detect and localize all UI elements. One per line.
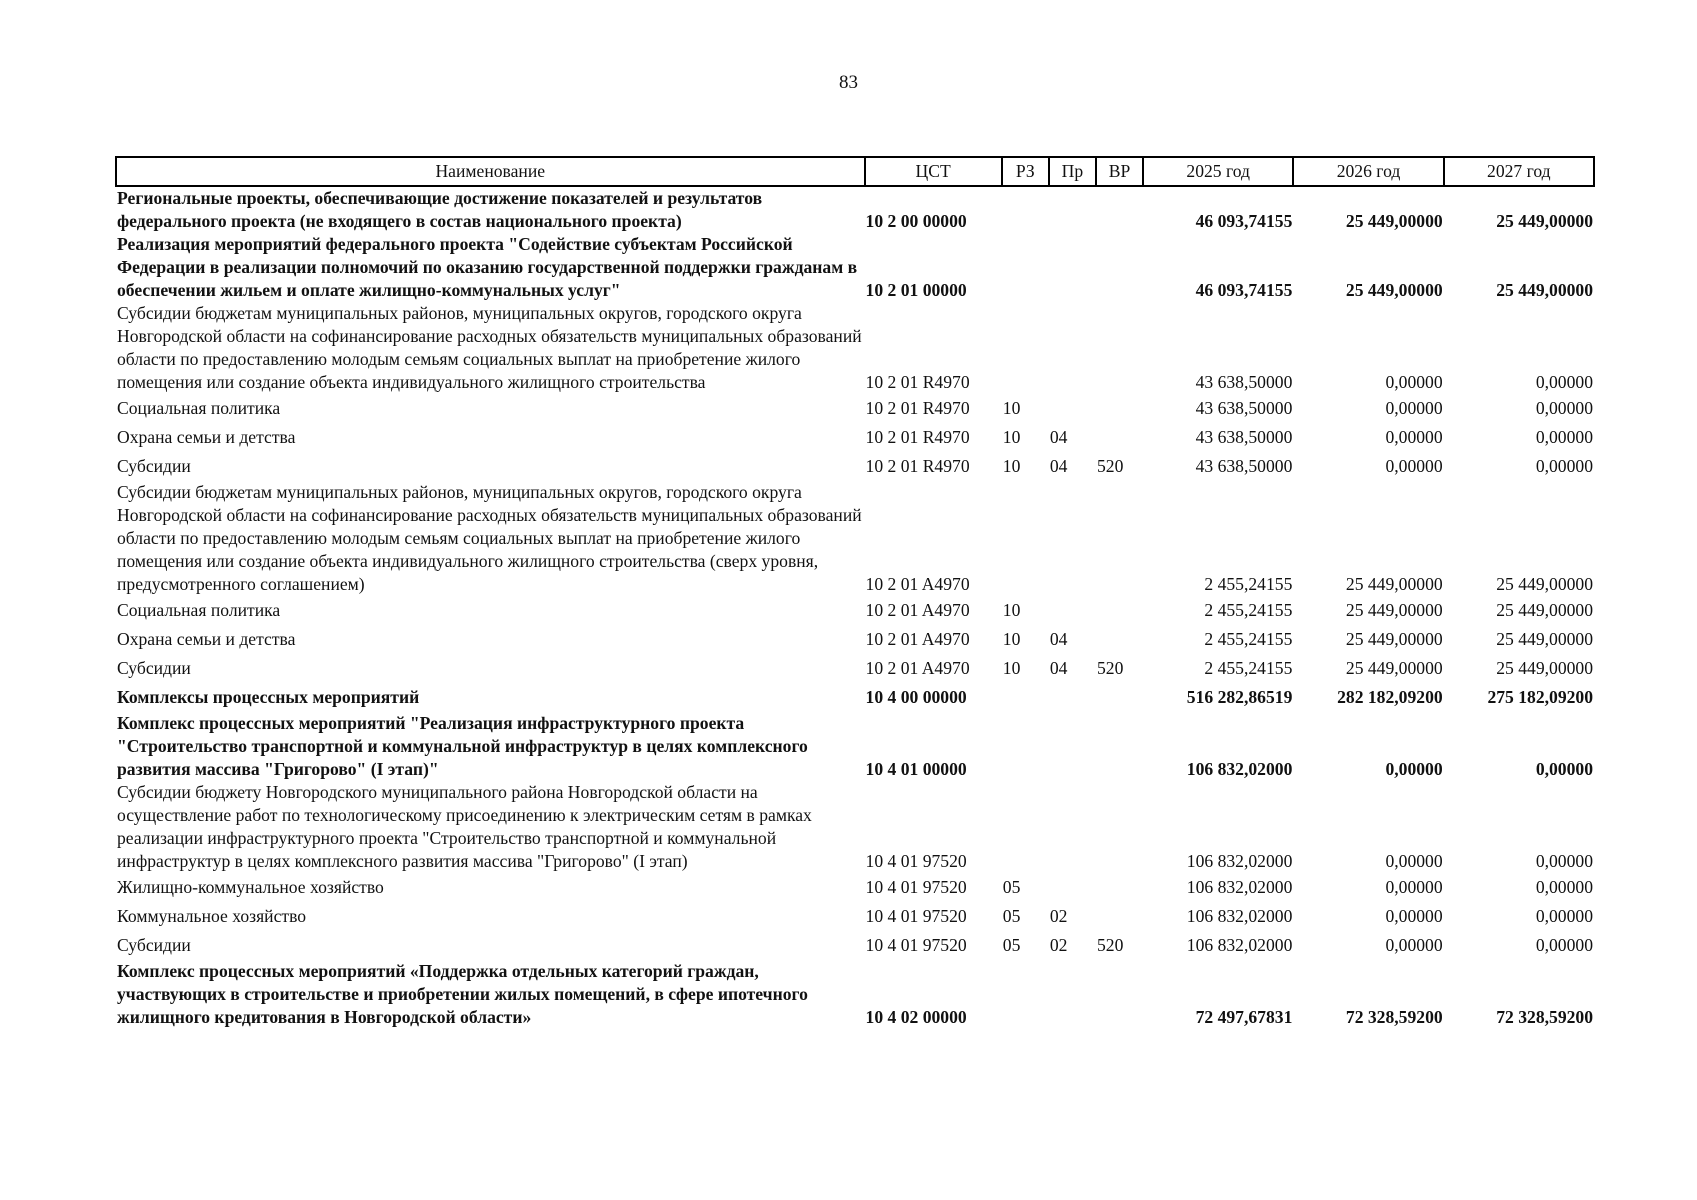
cell-name: Субсидии бюджету Новгородского муниципального района Новгородской области на осуществление работ по технологическому присоединению к электрическим сетям в рамках реализации инфраструктурного проекта "Строительство транспортной и коммунальной инфраструктур в целях комплексного развития массива "Григорово" (I этап) <box>117 782 812 871</box>
cell-y2025: 2 455,24155 <box>1204 629 1293 649</box>
cell-rz: 10 <box>1002 600 1021 620</box>
cell-cst: 10 2 00 00000 <box>865 211 967 231</box>
table-body <box>116 186 1594 1029</box>
cell-y2027: 0,00000 <box>1535 456 1593 476</box>
cell-y2025: 43 638,50000 <box>1195 372 1293 392</box>
cell-y2027: 0,00000 <box>1535 851 1593 871</box>
cell-name: Региональные проекты, обеспечивающие достижение показателей и результатов федерального проекта (не входящего в состав национального проекта) <box>117 188 763 231</box>
cell-cst: 10 2 01 A4970 <box>865 600 970 620</box>
cell-vr <box>1096 625 1143 654</box>
cell-pr: 04 <box>1049 427 1068 447</box>
cell-y2025: 2 455,24155 <box>1204 574 1293 594</box>
header-rz: РЗ <box>1002 157 1049 186</box>
cell-rz <box>1002 233 1049 302</box>
cell-pr <box>1049 302 1096 394</box>
table-row <box>116 960 1594 1029</box>
table-row <box>116 683 1594 712</box>
cell-rz: 05 <box>1002 906 1021 926</box>
cell-pr: 04 <box>1049 658 1068 678</box>
cell-pr <box>1049 233 1096 302</box>
cell-cst: 10 2 01 00000 <box>865 280 967 300</box>
cell-y2025: 106 832,02000 <box>1186 877 1293 897</box>
cell-y2026: 25 449,00000 <box>1345 629 1443 649</box>
cell-y2027: 275 182,09200 <box>1487 687 1593 707</box>
cell-pr <box>1049 186 1096 233</box>
cell-y2027: 0,00000 <box>1535 935 1593 955</box>
table-header-row <box>116 157 1594 186</box>
table-row <box>116 302 1594 394</box>
cell-rz: 05 <box>1002 877 1021 897</box>
cell-y2026: 0,00000 <box>1385 877 1443 897</box>
cell-y2025: 2 455,24155 <box>1204 658 1293 678</box>
cell-y2026: 0,00000 <box>1385 456 1443 476</box>
cell-rz <box>1002 712 1049 781</box>
table-row <box>116 596 1594 625</box>
cell-rz: 10 <box>1002 427 1021 447</box>
cell-rz <box>1002 481 1049 596</box>
cell-y2025: 106 832,02000 <box>1186 906 1293 926</box>
cell-cst: 10 4 02 00000 <box>865 1007 967 1027</box>
cell-y2027: 25 449,00000 <box>1496 574 1593 594</box>
cell-name: Социальная политика <box>117 398 281 418</box>
table-row <box>116 712 1594 781</box>
cell-cst: 10 2 01 A4970 <box>865 574 970 594</box>
cell-rz <box>1002 960 1049 1029</box>
cell-y2025: 43 638,50000 <box>1195 398 1293 418</box>
cell-name: Комплексы процессных мероприятий <box>117 687 420 707</box>
cell-vr <box>1096 481 1143 596</box>
cell-y2026: 25 449,00000 <box>1345 211 1443 231</box>
cell-cst: 10 2 01 A4970 <box>865 658 970 678</box>
cell-cst: 10 4 01 97520 <box>865 906 967 926</box>
cell-vr <box>1096 902 1143 931</box>
budget-table <box>115 156 1595 1029</box>
cell-rz: 05 <box>1002 935 1021 955</box>
cell-y2027: 0,00000 <box>1535 877 1593 897</box>
table-row <box>116 394 1594 423</box>
cell-rz: 10 <box>1002 658 1021 678</box>
cell-name: Жилищно-коммунальное хозяйство <box>117 877 384 897</box>
cell-pr: 02 <box>1049 935 1068 955</box>
cell-y2026: 282 182,09200 <box>1337 687 1443 707</box>
cell-y2026: 25 449,00000 <box>1345 600 1443 620</box>
table-row <box>116 781 1594 873</box>
cell-vr <box>1096 233 1143 302</box>
cell-y2027: 25 449,00000 <box>1496 600 1593 620</box>
cell-cst: 10 2 01 R4970 <box>865 372 970 392</box>
cell-vr: 520 <box>1096 456 1124 476</box>
cell-y2026: 72 328,59200 <box>1345 1007 1443 1027</box>
cell-y2025: 106 832,02000 <box>1186 935 1293 955</box>
cell-name: Реализация мероприятий федерального проекта "Содействие субъектам Российской Федерации в реализации полномочий по оказанию государственной поддержки гражданам в обеспечении жильем и оплате жилищно-коммунальных услуг" <box>117 234 858 300</box>
cell-cst: 10 2 01 R4970 <box>865 427 970 447</box>
cell-y2026: 25 449,00000 <box>1345 574 1443 594</box>
cell-y2026: 0,00000 <box>1385 851 1443 871</box>
cell-vr <box>1096 186 1143 233</box>
table-row <box>116 931 1594 960</box>
page-number: 83 <box>839 72 858 93</box>
cell-pr <box>1049 873 1096 902</box>
cell-rz: 10 <box>1002 398 1021 418</box>
table-row <box>116 481 1594 596</box>
cell-name: Субсидии <box>117 658 191 678</box>
header-2025: 2025 год <box>1143 157 1293 186</box>
table-row <box>116 233 1594 302</box>
cell-vr <box>1096 712 1143 781</box>
header-pr: Пр <box>1049 157 1096 186</box>
cell-y2026: 0,00000 <box>1385 906 1443 926</box>
cell-y2027: 0,00000 <box>1535 398 1593 418</box>
cell-y2026: 0,00000 <box>1385 935 1443 955</box>
cell-y2027: 25 449,00000 <box>1496 280 1593 300</box>
cell-name: Субсидии бюджетам муниципальных районов, муниципальных округов, городского округа Новгородской области на софинансирование расходных обязательств муниципальных образований области по предоставлению молодым семьям социальных выплат на приобретение жилого помещения или создание объекта индивидуального жилищного строительства <box>117 303 862 392</box>
cell-y2027: 0,00000 <box>1535 427 1593 447</box>
cell-rz: 10 <box>1002 629 1021 649</box>
cell-name: Социальная политика <box>117 600 281 620</box>
cell-cst: 10 4 00 00000 <box>865 687 967 707</box>
cell-pr: 04 <box>1049 629 1068 649</box>
cell-y2026: 25 449,00000 <box>1345 280 1443 300</box>
cell-y2026: 0,00000 <box>1385 427 1443 447</box>
cell-name: Коммунальное хозяйство <box>117 906 307 926</box>
cell-vr <box>1096 960 1143 1029</box>
cell-y2025: 46 093,74155 <box>1195 211 1293 231</box>
cell-rz: 10 <box>1002 456 1021 476</box>
cell-pr <box>1049 712 1096 781</box>
table-row <box>116 452 1594 481</box>
cell-name: Охрана семьи и детства <box>117 629 296 649</box>
cell-cst: 10 2 01 A4970 <box>865 629 970 649</box>
cell-y2027: 25 449,00000 <box>1496 658 1593 678</box>
cell-y2027: 0,00000 <box>1535 759 1593 779</box>
cell-rz <box>1002 186 1049 233</box>
cell-vr <box>1096 683 1143 712</box>
cell-pr <box>1049 596 1096 625</box>
cell-pr <box>1049 683 1096 712</box>
table-row <box>116 873 1594 902</box>
cell-name: Охрана семьи и детства <box>117 427 296 447</box>
cell-vr <box>1096 873 1143 902</box>
cell-vr <box>1096 596 1143 625</box>
header-cst: ЦСТ <box>865 157 1002 186</box>
cell-y2025: 516 282,86519 <box>1186 687 1293 707</box>
cell-y2027: 0,00000 <box>1535 372 1593 392</box>
cell-pr: 04 <box>1049 456 1068 476</box>
cell-y2027: 0,00000 <box>1535 906 1593 926</box>
cell-vr: 520 <box>1096 658 1124 678</box>
cell-cst: 10 2 01 R4970 <box>865 456 970 476</box>
table-row <box>116 654 1594 683</box>
cell-cst: 10 4 01 97520 <box>865 877 967 897</box>
cell-name: Субсидии <box>117 935 191 955</box>
cell-vr <box>1096 394 1143 423</box>
header-vr: ВР <box>1096 157 1143 186</box>
cell-name: Субсидии <box>117 456 191 476</box>
cell-y2025: 72 497,67831 <box>1195 1007 1293 1027</box>
cell-vr <box>1096 302 1143 394</box>
cell-vr <box>1096 423 1143 452</box>
cell-cst: 10 4 01 00000 <box>865 759 967 779</box>
cell-rz <box>1002 302 1049 394</box>
cell-y2025: 2 455,24155 <box>1204 600 1293 620</box>
cell-rz <box>1002 781 1049 873</box>
cell-y2025: 43 638,50000 <box>1195 456 1293 476</box>
cell-name: Комплекс процессных мероприятий «Поддержка отдельных категорий граждан, участвующих в строительстве и приобретении жилых помещений, в сфере ипотечного жилищного кредитования в Новгородской области» <box>117 961 808 1027</box>
cell-cst: 10 4 01 97520 <box>865 851 967 871</box>
cell-y2025: 46 093,74155 <box>1195 280 1293 300</box>
table-row <box>116 625 1594 654</box>
cell-cst: 10 4 01 97520 <box>865 935 967 955</box>
cell-pr <box>1049 960 1096 1029</box>
cell-cst: 10 2 01 R4970 <box>865 398 970 418</box>
cell-rz <box>1002 683 1049 712</box>
cell-y2027: 25 449,00000 <box>1496 211 1593 231</box>
cell-pr <box>1049 781 1096 873</box>
cell-y2026: 0,00000 <box>1385 759 1443 779</box>
header-name: Наименование <box>116 157 865 186</box>
table-row <box>116 423 1594 452</box>
cell-vr: 520 <box>1096 935 1124 955</box>
cell-y2027: 72 328,59200 <box>1496 1007 1593 1027</box>
cell-vr <box>1096 781 1143 873</box>
cell-y2026: 25 449,00000 <box>1345 658 1443 678</box>
header-2027: 2027 год <box>1444 157 1594 186</box>
cell-pr: 02 <box>1049 906 1068 926</box>
cell-pr <box>1049 481 1096 596</box>
table-row <box>116 902 1594 931</box>
cell-y2025: 106 832,02000 <box>1186 759 1293 779</box>
cell-y2025: 106 832,02000 <box>1186 851 1293 871</box>
cell-pr <box>1049 394 1096 423</box>
cell-y2025: 43 638,50000 <box>1195 427 1293 447</box>
cell-y2027: 25 449,00000 <box>1496 629 1593 649</box>
cell-y2026: 0,00000 <box>1385 372 1443 392</box>
cell-name: Субсидии бюджетам муниципальных районов, муниципальных округов, городского округа Новгородской области на софинансирование расходных обязательств муниципальных образований области по предоставлению молодым семьям социальных выплат на приобретение жилого помещения или создание объекта индивидуального жилищного строительства (сверх уровня, предусмотренного соглашением) <box>117 482 862 594</box>
header-2026: 2026 год <box>1293 157 1443 186</box>
table-row <box>116 186 1594 233</box>
cell-name: Комплекс процессных мероприятий "Реализация инфраструктурного проекта "Строительство транспортной и коммунальной инфраструктур в целях комплексного развития массива "Григорово" (I этап)" <box>117 713 808 779</box>
cell-y2026: 0,00000 <box>1385 398 1443 418</box>
